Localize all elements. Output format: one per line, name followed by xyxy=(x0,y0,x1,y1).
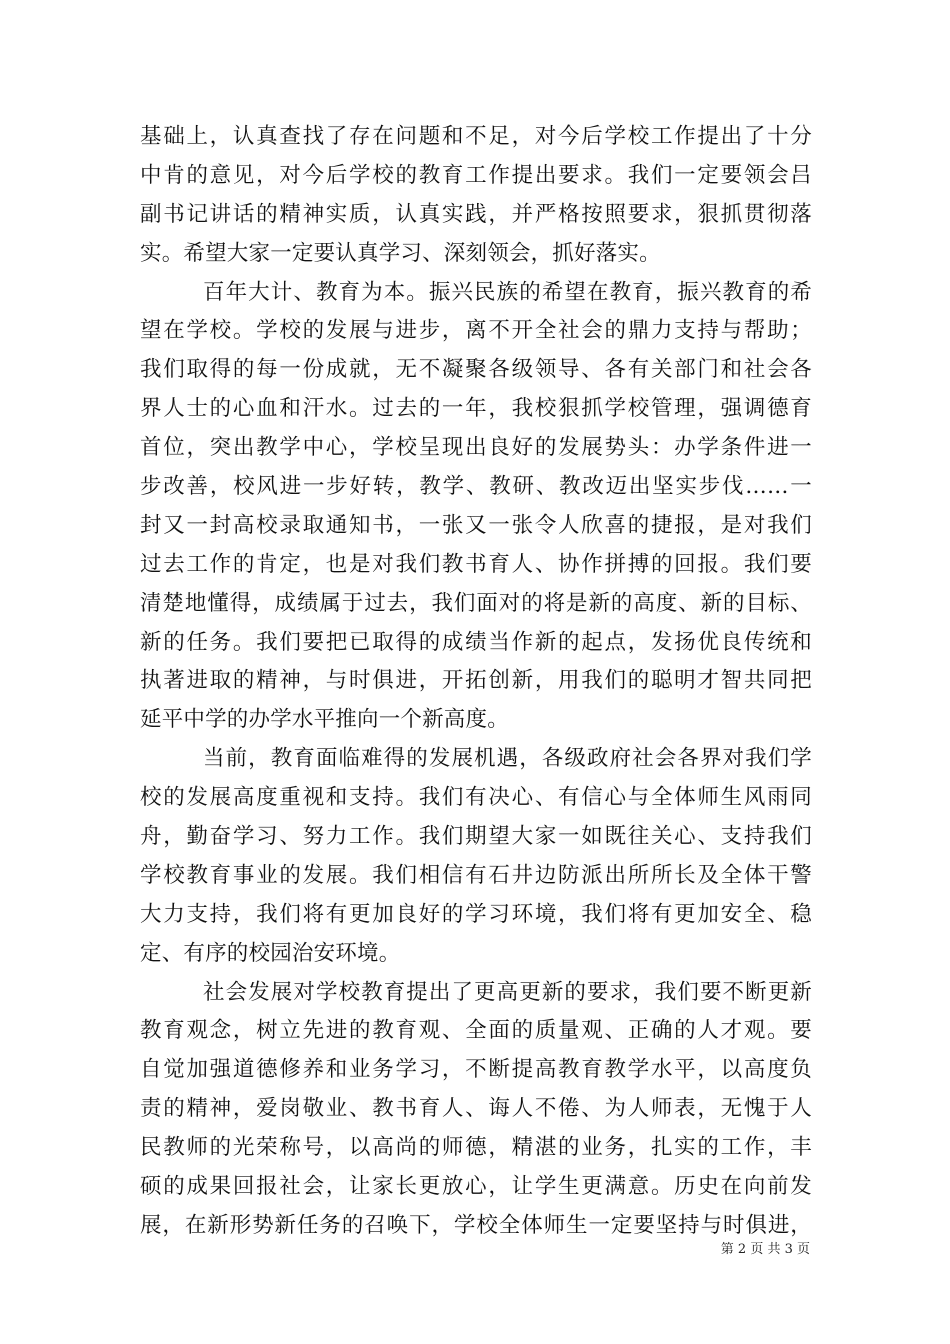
text-line: 副书记讲话的精神实质，认真实践，并严格按照要求，狠抓贯彻落 xyxy=(140,201,812,227)
text-line: 基础上，认真查找了存在问题和不足，对今后学校工作提出了十分 xyxy=(140,124,812,149)
text-line: 过去工作的肯定，也是对我们教书育人、协作拼搏的回报。我们要 xyxy=(140,551,812,577)
text-line: 责的精神，爱岗敬业、教书育人、诲人不倦、为人师表，无愧于人 xyxy=(140,1096,812,1122)
paragraph-first-line: 百年大计、教育为本。振兴民族的希望在教育，振兴教育的希 xyxy=(203,279,812,305)
text-line: 中肯的意见，对今后学校的教育工作提出要求。我们一定要领会吕 xyxy=(140,162,812,188)
text-line: 延平中学的办学水平推向一个新高度。 xyxy=(140,707,509,733)
text-line: 新的任务。我们要把已取得的成绩当作新的起点，发扬优良传统和 xyxy=(140,629,812,655)
paragraph-first-line: 社会发展对学校教育提出了更高更新的要求，我们要不断更新 xyxy=(203,979,812,1005)
page-number-footer: 第 2 页 共 3 页 xyxy=(720,1242,810,1257)
text-line: 学校教育事业的发展。我们相信有石井边防派出所所长及全体干警 xyxy=(140,862,812,888)
text-line: 执著进取的精神，与时俱进，开拓创新，用我们的聪明才智共同把 xyxy=(140,668,812,694)
text-line: 展，在新形势新任务的召唤下，学校全体师生一定要坚持与时俱进， xyxy=(140,1212,812,1238)
text-line: 首位，突出教学中心，学校呈现出良好的发展势头：办学条件进一 xyxy=(140,435,812,461)
text-line: 望在学校。学校的发展与进步，离不开全社会的鼎力支持与帮助； xyxy=(140,318,812,344)
text-line: 定、有序的校园治安环境。 xyxy=(140,940,401,966)
text-line: 大力支持，我们将有更加良好的学习环境，我们将有更加安全、稳 xyxy=(140,901,812,927)
text-line: 校的发展高度重视和支持。我们有决心、有信心与全体师生风雨同 xyxy=(140,785,812,811)
document-body xyxy=(140,118,812,1246)
text-line: 界人士的心血和汗水。过去的一年，我校狠抓学校管理，强调德育 xyxy=(140,396,812,422)
text-line: 教育观念，树立先进的教育观、全面的质量观、正确的人才观。要 xyxy=(140,1018,812,1044)
text-line: 清楚地懂得，成绩属于过去，我们面对的将是新的高度、新的目标、 xyxy=(140,590,812,616)
text-line: 自觉加强道德修养和业务学习，不断提高教育教学水平，以高度负 xyxy=(140,1057,812,1083)
text-line: 步改善，校风进一步好转，教学、教研、教改迈出坚实步伐……一 xyxy=(140,474,812,500)
text-line: 我们取得的每一份成就，无不凝聚各级领导、各有关部门和社会各 xyxy=(140,357,812,383)
text-line: 民教师的光荣称号，以高尚的师德，精湛的业务，扎实的工作，丰 xyxy=(140,1135,812,1161)
text-line: 封又一封高校录取通知书，一张又一张令人欣喜的捷报，是对我们 xyxy=(140,512,812,538)
paragraph-first-line: 当前，教育面临难得的发展机遇，各级政府社会各界对我们学 xyxy=(203,746,812,772)
text-line: 实。希望大家一定要认真学习、深刻领会，抓好落实。 xyxy=(140,240,661,266)
text-line: 硕的成果回报社会，让家长更放心，让学生更满意。历史在向前发 xyxy=(140,1174,812,1200)
text-line: 舟，勤奋学习、努力工作。我们期望大家一如既往关心、支持我们 xyxy=(140,824,812,850)
